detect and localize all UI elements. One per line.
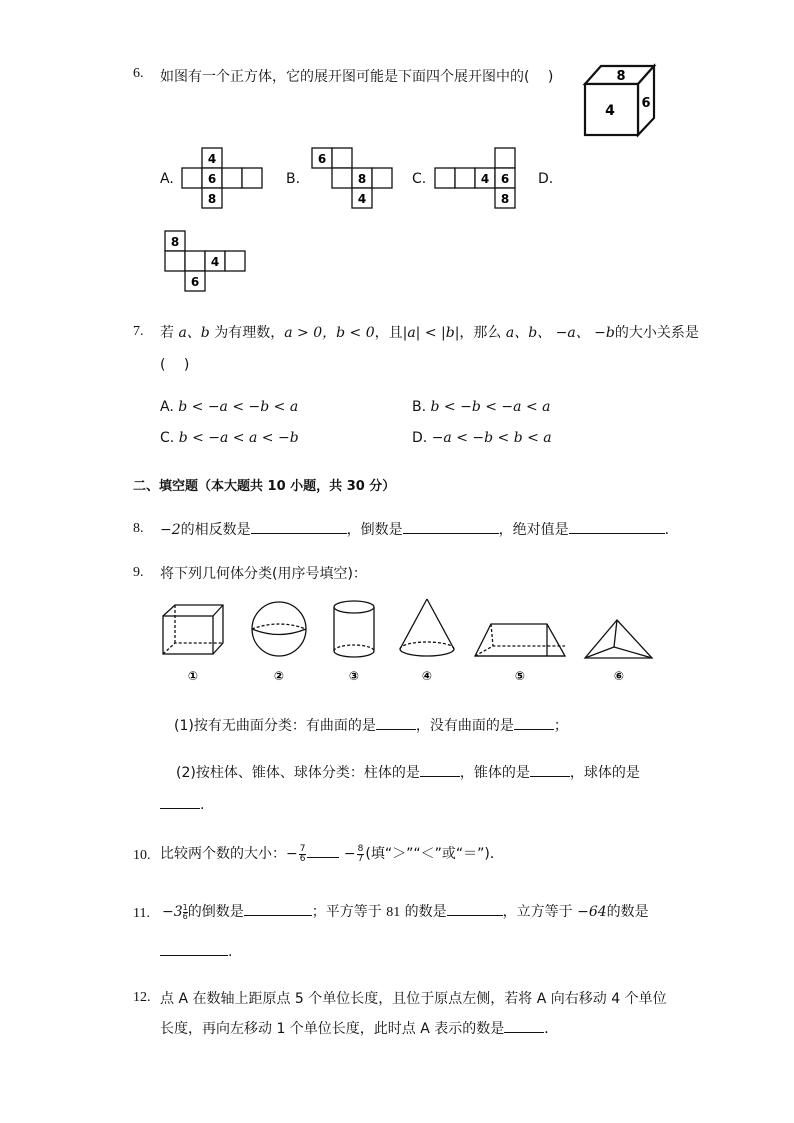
section-2-title: 二、填空题（本大题共 10 小题，共 30 分） (133, 479, 396, 494)
q11-number: 11. (133, 906, 150, 921)
q8-number: 8. (133, 521, 144, 536)
cube-front-label: 4 (605, 103, 615, 119)
solid-cylinder (334, 601, 374, 657)
q9-blank-sphere[interactable] (160, 794, 200, 809)
q9-solids-figure (155, 596, 660, 688)
q6-option-d-net (163, 229, 249, 293)
q8-text: −2的相反数是 ，倒数是 ，绝对值是 . (160, 519, 669, 539)
q9-number: 9. (133, 565, 144, 580)
cube-right-label: 6 (641, 96, 651, 111)
solid-label-5: ⑤ (514, 669, 526, 683)
net-a-cell-1: 4 (207, 152, 217, 166)
net-d-cell-3: 6 (190, 275, 200, 289)
q7-line2: ( ) (160, 357, 190, 373)
solid-label-1: ① (187, 669, 199, 683)
q9-blank-prism[interactable] (420, 762, 460, 777)
q9-sub1: (1)按有无曲面分类：有曲面的是 ，没有曲面的是 ； (174, 715, 568, 735)
net-c-cell-1: 4 (480, 172, 490, 186)
q8-blank-opposite[interactable] (251, 519, 347, 534)
solid-label-4: ④ (421, 669, 433, 683)
q8-blank-absolute[interactable] (569, 519, 665, 534)
solid-cube (163, 605, 223, 654)
q7-option-b: B. b < −b < −a < a (412, 399, 551, 415)
q12-line1: 点 A 在数轴上距原点 5 个单位长度，且位于原点左侧，若将 A 向右移动 4 个单位 (160, 991, 667, 1007)
net-d-cell-1: 8 (170, 235, 180, 249)
q6-option-a-label: A. (160, 171, 174, 187)
solid-sphere (252, 602, 306, 656)
q6-option-a-net (180, 146, 270, 212)
q7-number: 7. (133, 324, 144, 339)
q9-blank-curved[interactable] (376, 715, 416, 730)
q7-option-a: A. b < −a < −b < a (160, 399, 299, 415)
q7-option-c: C. b < −a < a < −b (160, 430, 299, 446)
q6-text: 如图有一个正方体，它的展开图可能是下面四个展开图中的( ) (160, 69, 554, 85)
solid-label-3: ③ (348, 669, 360, 683)
q6-option-d-label: D. (538, 171, 554, 187)
net-a-cell-3: 8 (207, 192, 217, 206)
q10-number: 10. (133, 848, 151, 863)
q9-sub2-cont: . (160, 794, 204, 813)
net-c-cell-2: 6 (500, 172, 510, 186)
q6-number: 6. (133, 66, 144, 81)
solid-prism (475, 624, 565, 656)
q11-line2: . (160, 941, 232, 960)
q7-option-d: D. −a < −b < b < a (412, 430, 552, 446)
net-d-cell-2: 4 (210, 255, 220, 269)
q6-option-b-label: B. (286, 171, 301, 187)
net-b-cell-2: 8 (357, 172, 367, 186)
q10-blank-compare[interactable] (307, 843, 339, 858)
solid-labels (188, 669, 624, 683)
q6-option-c-label: C. (412, 171, 427, 187)
q11-blank-sqrt[interactable] (447, 901, 503, 916)
q9-blank-not-curved[interactable] (514, 715, 554, 730)
solid-cone (400, 599, 454, 656)
q6-option-b-net (310, 146, 400, 212)
solid-pyramid (585, 620, 652, 658)
net-c-cell-3: 8 (500, 192, 510, 206)
q11-blank-reciprocal[interactable] (244, 901, 312, 916)
q10-text: 比较两个数的大小：− $\frac{7}{6}$ − $\frac{8}{7}$ (填“＞”“＜”或“＝”)． (160, 843, 504, 864)
cube-top-label: 8 (616, 69, 626, 84)
q8-blank-reciprocal[interactable] (403, 519, 499, 534)
net-a-cell-2: 6 (207, 172, 217, 186)
q12-number: 12. (133, 990, 151, 1005)
q6-cube-figure (582, 62, 658, 138)
q6-option-c-net (433, 146, 523, 212)
net-b-cell-1: 6 (317, 152, 327, 166)
solid-label-6: ⑥ (613, 669, 625, 683)
q9-text: 将下列几何体分类(用序号填空)： (160, 566, 367, 582)
q9-blank-cone[interactable] (530, 762, 570, 777)
q7-line1: 若 a、b 为有理数，a > 0，b < 0，且|a| < |b|，那么 a、b、 −a、 −b的大小关系是 (160, 325, 699, 341)
q11-line1: −3 $\frac{1}{6}$的倒数是 ；平方等于 81 的数是 ，立方等于 −64的数是 (162, 902, 649, 921)
q11-blank-cuberoot[interactable] (160, 941, 228, 956)
solid-label-2: ② (273, 669, 285, 683)
net-b-cell-3: 4 (357, 192, 367, 206)
q9-sub2: (2)按柱体、锥体、球体分类：柱体的是 ，锥体的是 ，球体的是 (176, 762, 640, 782)
q12-line2: 长度，再向左移动 1 个单位长度，此时点 A 表示的数是 ． (160, 1018, 558, 1038)
q12-blank-answer[interactable] (504, 1018, 544, 1033)
